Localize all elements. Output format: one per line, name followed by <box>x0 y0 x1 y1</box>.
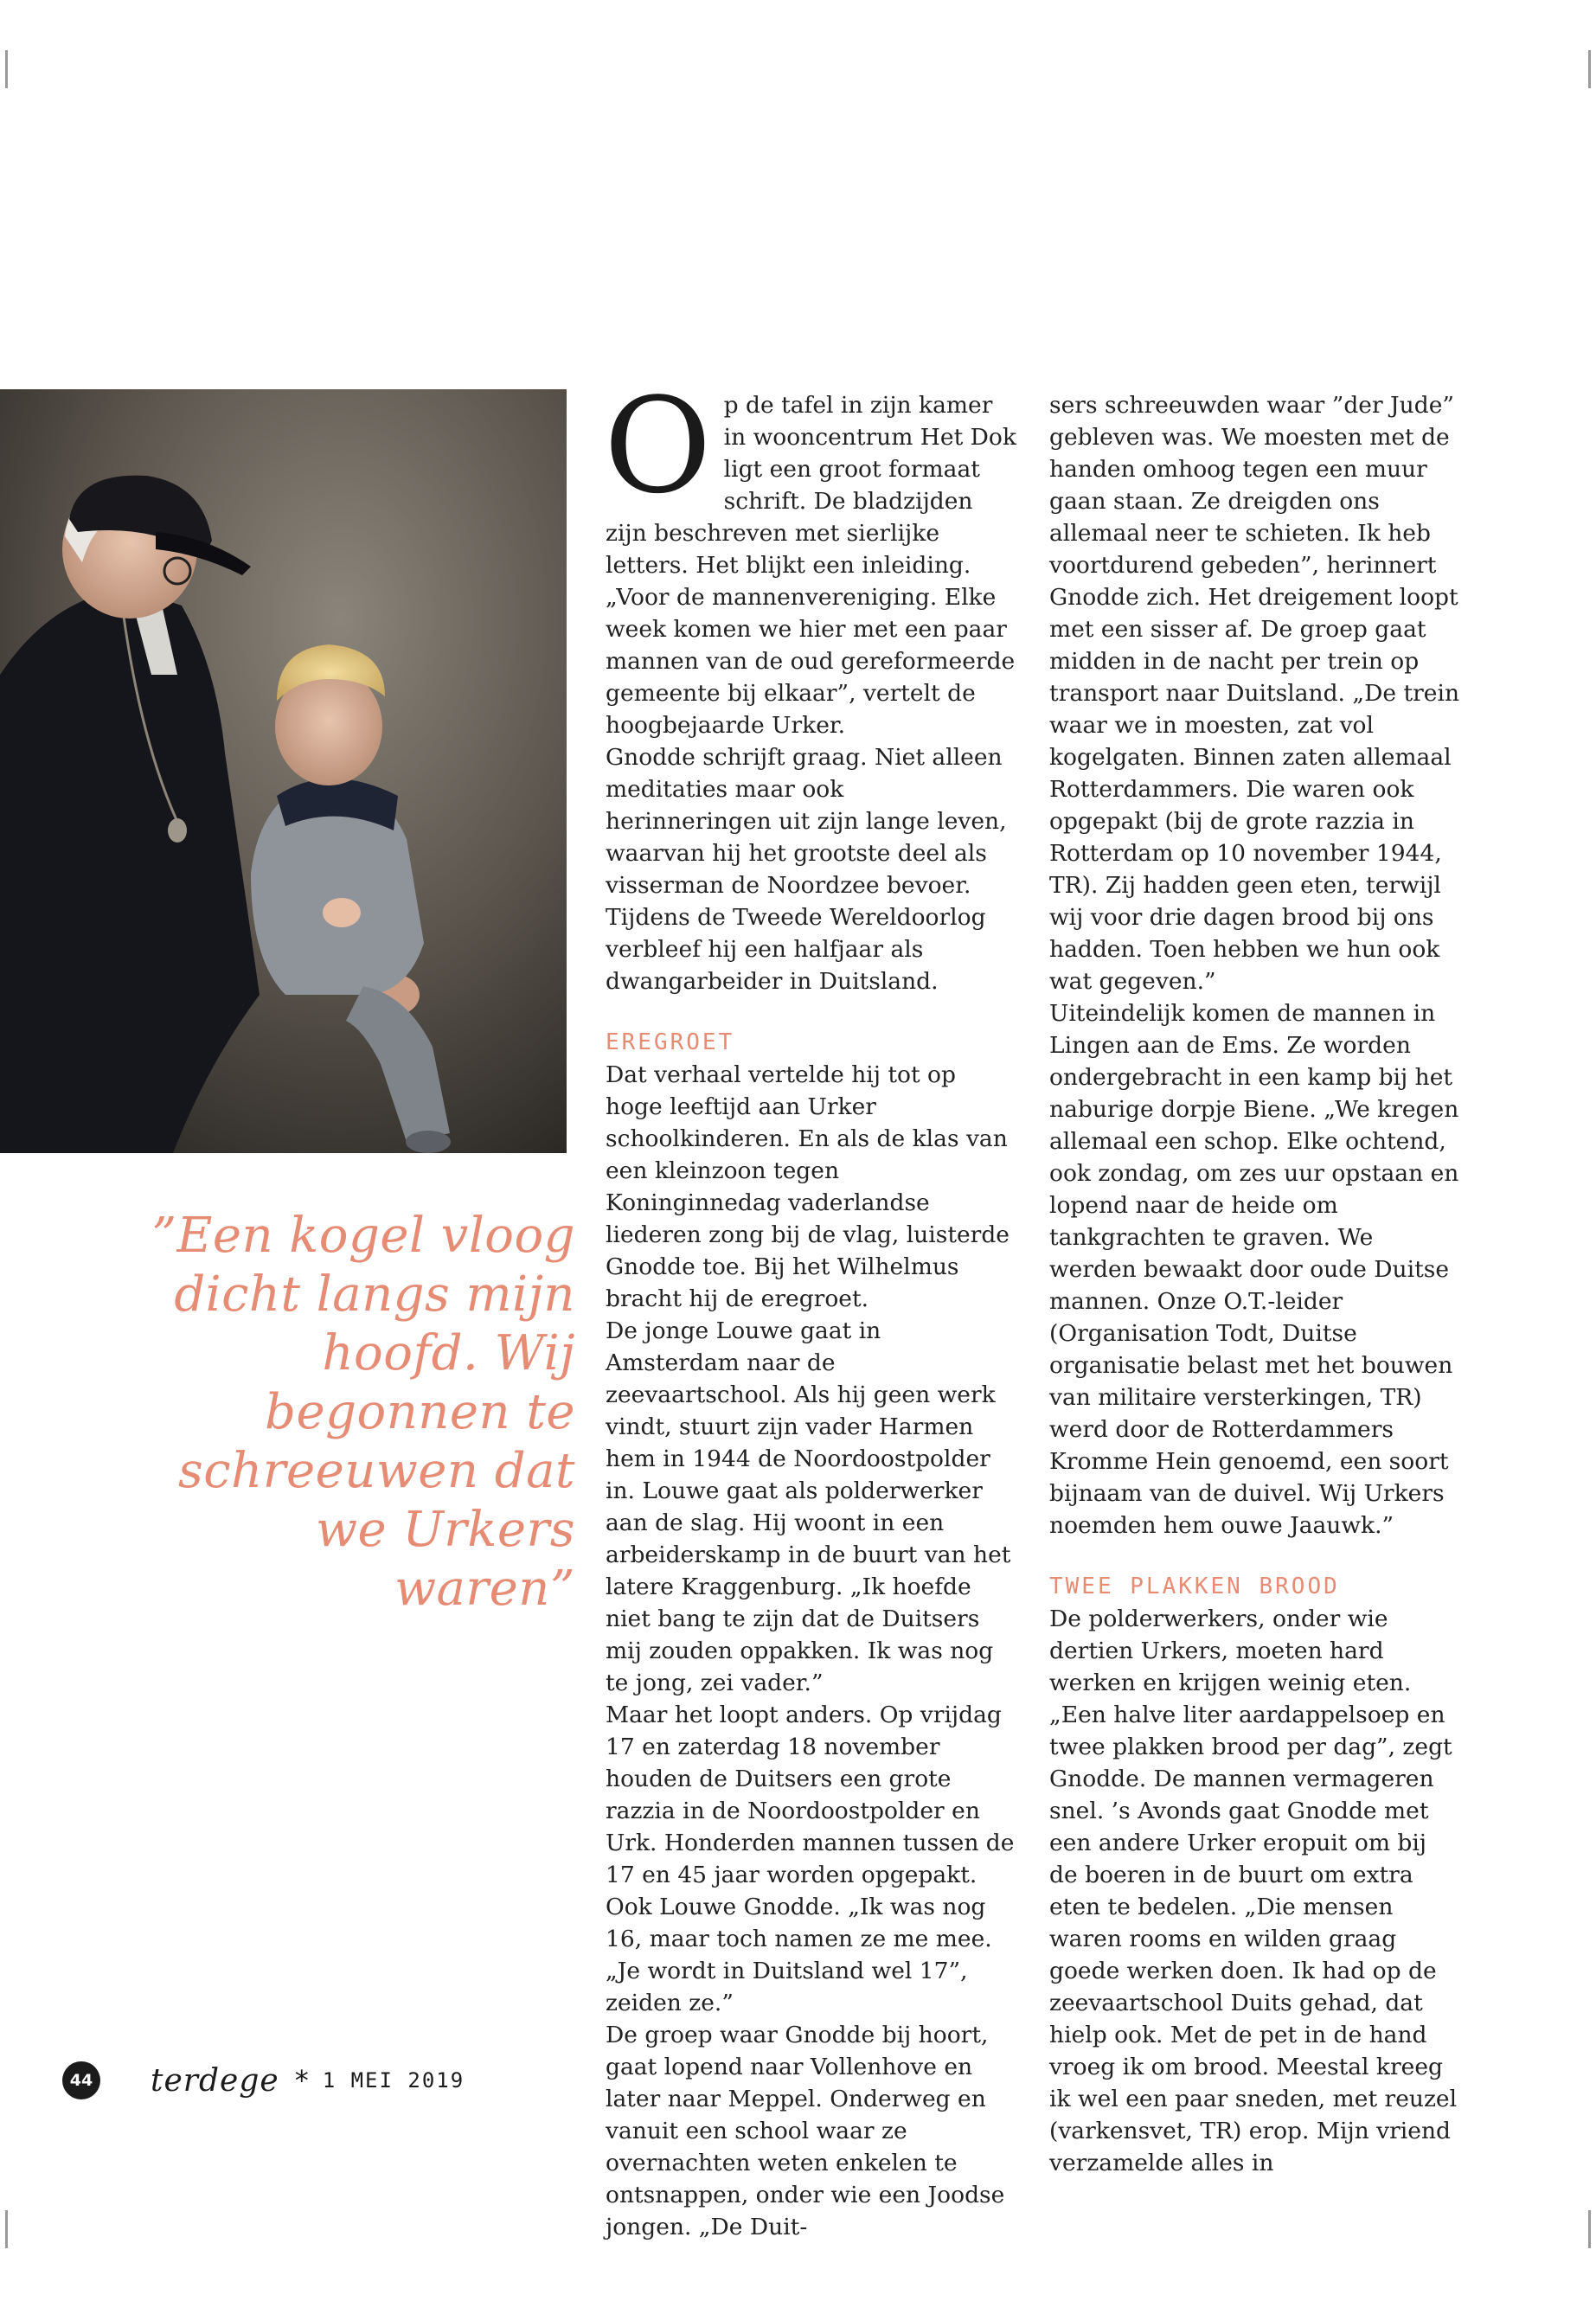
magazine-logo: terdege <box>151 2062 279 2099</box>
issue-date: 1 MEI 2019 <box>322 2068 465 2093</box>
paragraph: sers schreeuwden waar ”der Jude” gebleven was. We moesten met de handen omhoog tegen een muur gaan staan. Ze dreigden ons allemaal neer te schieten. Ik heb voortdurend gebeden”, herinnert Gnodde zich. Het dreigement loopt met een sisser af. De groep gaat midden in de nacht per trein op transport naar Duitsland. „De trein waar we in moesten, zat vol kogelgaten. Binnen zaten allemaal Rotterdammers. Die waren ook opgepakt (bij de grote razzia in Rotterdam op 10 november 1944, TR). Zij hadden geen eten, terwijl wij voor drie dagen brood bij ons hadden. Toen hebben we hun ook wat gegeven.” <box>1049 392 1460 995</box>
page-footer <box>62 2059 465 2102</box>
subheading-eregroet: EREGROET <box>606 1029 735 1055</box>
paragraph: Maar het loopt anders. Op vrijdag 17 en zaterdag 18 november houden de Duitsers een grote razzia in de Noordoostpolder en Urk. Honderden mannen tussen de 17 en 45 jaar worden opgepakt. Ook Louwe Gnodde. „Ik was nog 16, maar toch namen ze me mee. „Je wordt in Duitsland wel 17”, zeiden ze.” <box>606 1702 1015 2016</box>
crop-mark <box>5 2210 8 2248</box>
paragraph: p de tafel in zijn kamer in wooncentrum Het Dok ligt een groot formaat schrift. De bladzijden zijn beschreven met sierlijke letters. Het blijkt een inleiding. „Voor de mannenvereniging. Elke week komen we hier met een paar mannen van de oud gereformeerde gemeente bij elkaar”, vertelt de hoogbejaarde Urker. <box>606 392 1016 739</box>
crop-mark <box>5 50 8 88</box>
page-number: 44 <box>62 2061 100 2099</box>
article-column-1 <box>604 369 1016 2243</box>
paragraph: De jonge Louwe gaat in Amsterdam naar de zeevaartschool. Als hij geen werk vindt, stuurt zijn vader Harmen hem in 1944 de Noordoostpolder in. Louwe gaat als polderwerker aan de slag. Hij woont in een arbeiderskamp in de buurt van het latere Kraggenburg. „Ik hoefde niet bang te zijn dat de Duitsers mij zouden oppakken. Ik was nog te jong, zei vader.” <box>606 1317 1011 1696</box>
article-photo <box>0 389 567 1153</box>
paragraph: Dat verhaal vertelde hij tot op hoge leeftijd aan Urker schoolkinderen. En als de klas van een kleinzoon tegen Koninginnedag vaderlandse liederen zong bij de vlag, luisterde Gnodde toe. Bij het Wilhelmus bracht hij de eregroet. <box>606 1061 1010 1312</box>
article-column-2 <box>1049 389 1460 2179</box>
drop-cap: O <box>604 369 712 522</box>
asterisk-icon: * <box>294 2064 309 2097</box>
photo-grandfather-with-baby-icon <box>0 389 567 1153</box>
subheading-twee-plakken-brood: TWEE PLAKKEN BROOD <box>1049 1574 1340 1599</box>
paragraph: Uiteindelijk komen de mannen in Lingen aan de Ems. Ze worden ondergebracht in een kamp bij het naburige dorpje Biene. „We kregen allemaal een schop. Elke ochtend, ook zondag, om zes uur opstaan en lopend naar de heide om tankgrachten te graven. We werden bewaakt door oude Duitse mannen. Onze O.T.-leider (Organisation Todt, Duitse organisatie belast met het bouwen van militaire versterkingen, TR) werd door de Rotterdammers Kromme Hein genoemd, een soort bijnaam van de duivel. Wij Urkers noemden hem ouwe Jaauwk.” <box>1049 1000 1459 1539</box>
crop-mark <box>1588 2210 1591 2248</box>
crop-mark <box>1588 50 1591 88</box>
paragraph: De polderwerkers, onder wie dertien Urkers, moeten hard werken en krijgen weinig eten. „Een halve liter aardappelsoep en twee plakken brood per dag”, zegt Gnodde. De mannen vermageren snel. ’s Avonds gaat Gnodde met een andere Urker eropuit om bij de boeren in de buurt om extra eten te bedelen. „Die mensen waren rooms en wilden graag goede werken doen. Ik had op de zeevaartschool Duits gehad, dat hielp ook. Met de pet in de hand vroeg ik om brood. Meestal kreeg ik wel een paar sneden, met reuzel (varkensvet, TR) erop. Mijn vriend verzamelde alles in <box>1049 1606 1458 2176</box>
paragraph: Gnodde schrijft graag. Niet alleen meditaties maar ook herinneringen uit zijn lange leven, waarvan hij het grootste deel als visserman de Noordzee bevoer. Tijdens de Tweede Wereldoorlog verbleef hij een halfjaar als dwangarbeider in Duitsland. <box>606 744 1007 995</box>
paragraph: De groep waar Gnodde bij hoort, gaat lopend naar Vollenhove en later naar Meppel. Onderweg en vanuit een school waar ze overnachten weten enkelen te ontsnappen, onder wie een Joodse jongen. „De Duit- <box>606 2022 1005 2240</box>
pull-quote: ”Een kogel vloog dicht langs mijn hoofd. Wij begonnen te schreeuwen dat we Urkers waren” <box>151 1208 575 1617</box>
